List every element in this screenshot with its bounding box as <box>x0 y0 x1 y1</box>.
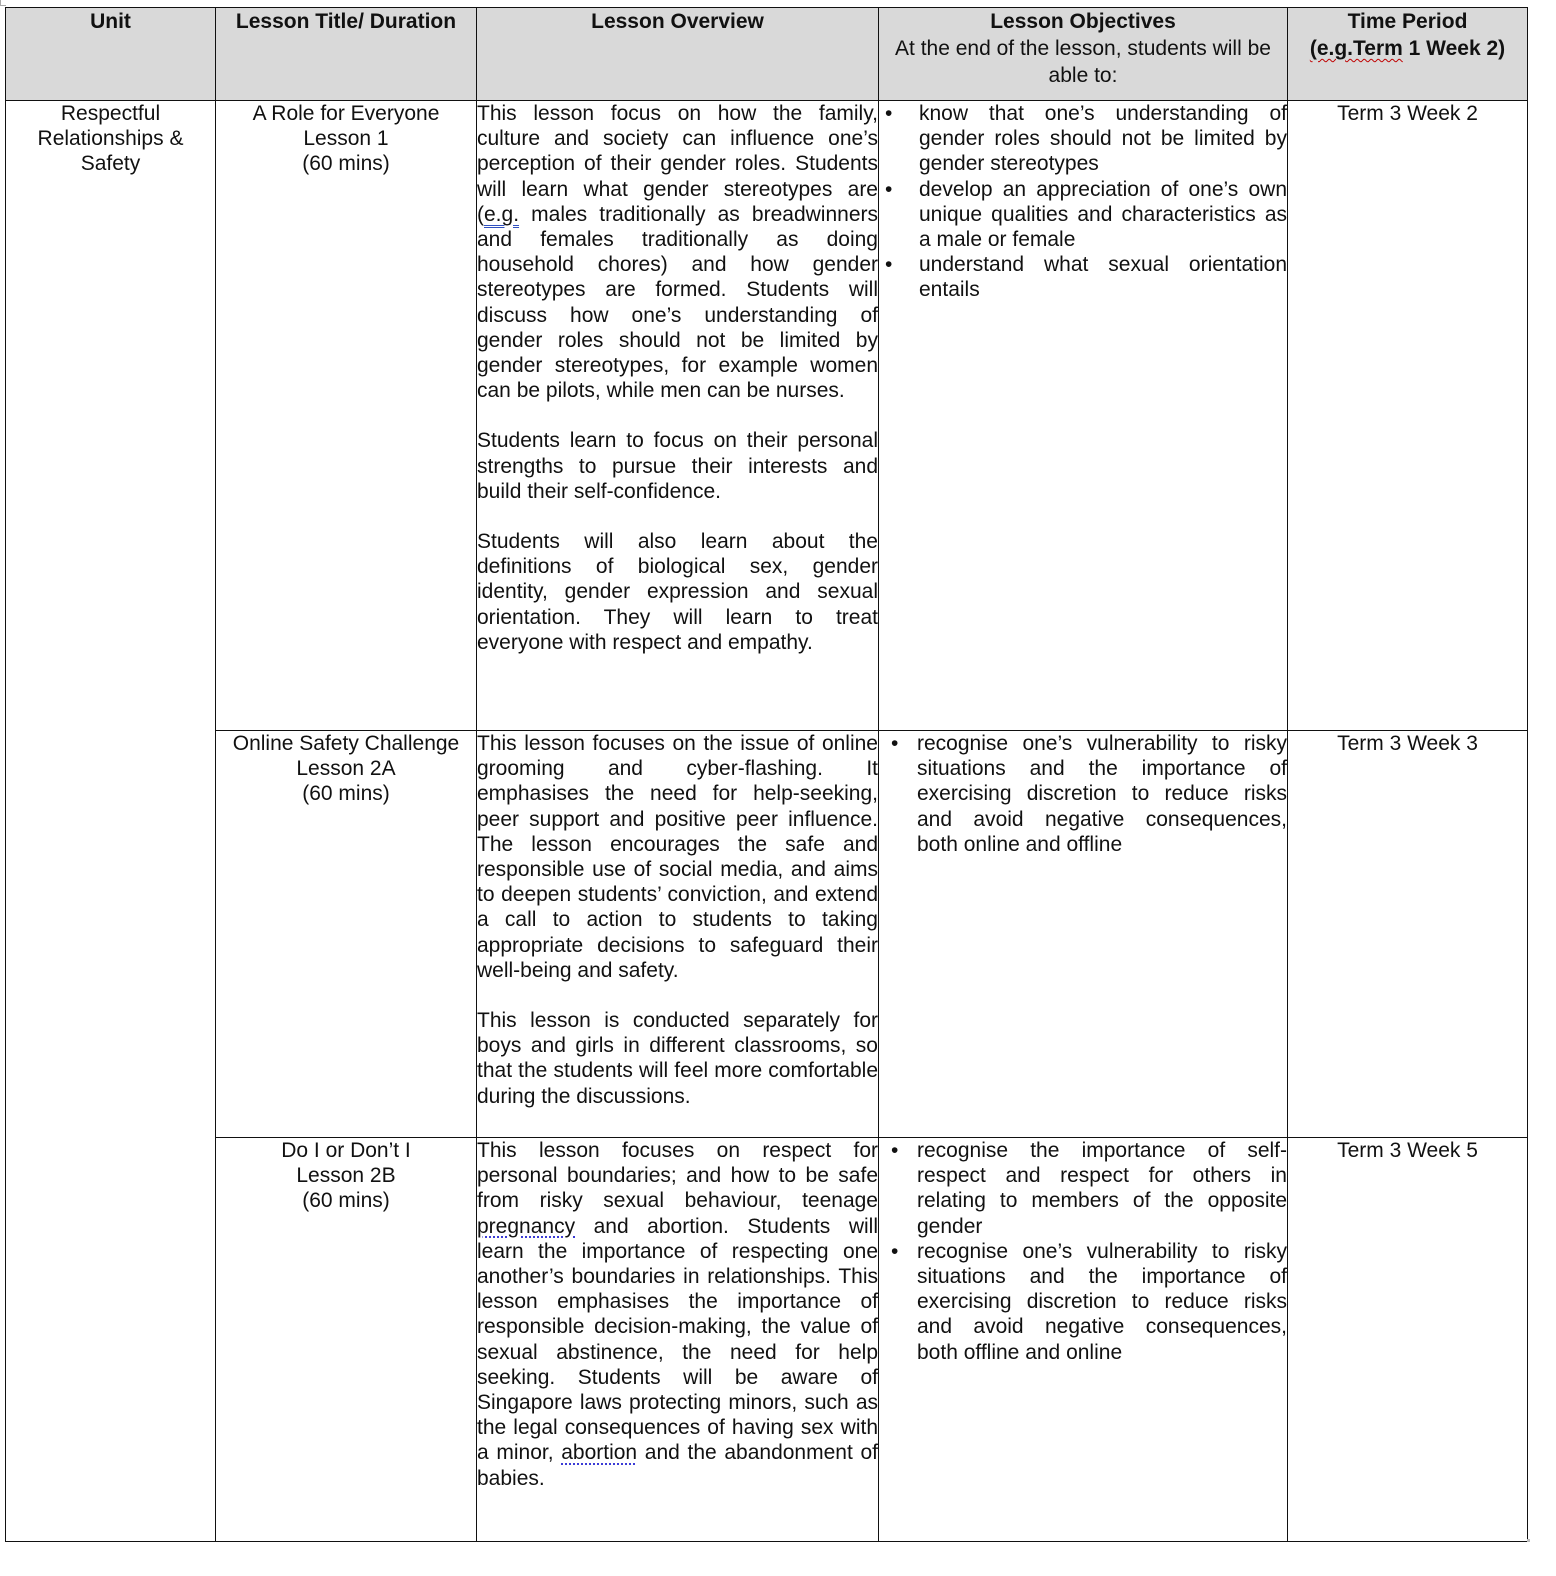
lesson-objectives-cell <box>879 1138 1288 1542</box>
objectives-list <box>879 101 1287 303</box>
table-header-row <box>6 8 1528 101</box>
lesson-duration: (60 mins) <box>302 1189 390 1212</box>
lesson-overview-cell <box>477 101 879 731</box>
objective-item: • develop an appreciation of one’s own unique qualities and characteristics as a male or female <box>885 177 1287 252</box>
overview-paragraph: This lesson focus on how the family, culture and society can influence one’s perception of their gender roles. Students will learn what gender stereotypes are (e.g. males traditionally as breadwinners and females traditionally as doing household chores) and how gender stereotypes are formed. Students will discuss how one’s understanding of gender roles should not be limited by gender stereotypes, for example women can be pilots, while men can be nurses. <box>477 102 878 403</box>
objectives-list <box>879 731 1287 857</box>
header-objectives-sub: At the end of the lesson, students will be able to: <box>895 37 1271 87</box>
header-time-period <box>1288 8 1528 101</box>
lesson-overview-cell <box>477 1138 879 1542</box>
bullet-icon: • <box>891 732 899 755</box>
header-overview: Lesson Overview <box>477 8 879 101</box>
overview-paragraph: Students learn to focus on their personal strengths to pursue their interests and build their self-confidence. <box>477 429 878 503</box>
overview-paragraph: This lesson focuses on the issue of online grooming and cyber-flashing. It emphasises the need for help-seeking, peer support and positive peer influence. The lesson encourages the safe and responsible use of social media, and aims to deepen students’ conviction, and extend a call to action to students to taking appropriate decisions to safeguard their well-being and safety. <box>477 732 878 982</box>
lesson-title: Do I or Don’t I <box>281 1139 411 1162</box>
objective-item: • understand what sexual orientation entails <box>885 253 1287 302</box>
objective-item: • recognise one’s vulnerability to risky situations and the importance of exercising discretion to reduce risks and avoid negative consequences, both online and offline <box>891 732 1287 856</box>
page-corner-mark <box>0 0 6 6</box>
lesson-objectives-cell <box>879 731 1288 1138</box>
lesson-title: Online Safety Challenge <box>232 732 460 755</box>
lesson-duration: (60 mins) <box>302 152 390 175</box>
table-row <box>6 1138 1528 1542</box>
bullet-icon: • <box>885 177 893 201</box>
objective-item: • recognise one’s vulnerability to risky situations and the importance of exercising discretion to reduce risks and avoid negative consequences, both offline and online <box>891 1239 1287 1364</box>
header-time-period-example: (e.g.Term 1 Week 2) <box>1309 37 1506 60</box>
spellcheck-flag[interactable]: abortion <box>561 1441 638 1465</box>
lesson-title-cell <box>216 1138 477 1542</box>
bullet-icon: • <box>885 253 893 277</box>
objective-item: • know that one’s understanding of gender roles should not be limited by gender stereotypes <box>885 102 1287 176</box>
header-objectives <box>879 8 1288 101</box>
objective-item: • recognise the importance of self-respect and respect for others in relating to members of the opposite gender <box>891 1139 1287 1238</box>
table-row <box>6 101 1528 731</box>
lesson-plan-table <box>5 7 1528 1542</box>
overview-paragraph: This lesson is conducted separately for boys and girls in different classrooms, so that the students will feel more comfortable during the discussions. <box>477 1009 878 1108</box>
time-period-cell: Term 3 Week 2 <box>1288 101 1528 731</box>
lesson-title-cell <box>216 101 477 731</box>
header-lesson-title: Lesson Title/ Duration <box>216 8 477 101</box>
lesson-objectives-cell <box>879 101 1288 731</box>
time-period-cell: Term 3 Week 5 <box>1288 1138 1528 1542</box>
header-unit: Unit <box>6 8 216 101</box>
header-time-period-label: Time Period <box>1347 10 1468 33</box>
grammar-flag[interactable]: e.g. <box>484 202 520 226</box>
bullet-icon: • <box>891 1139 899 1162</box>
unit-cell: Respectful Relationships & Safety <box>6 101 216 1542</box>
time-period-cell: Term 3 Week 3 <box>1288 731 1528 1138</box>
objectives-list <box>879 1138 1287 1365</box>
lesson-title: A Role for Everyone <box>252 102 440 125</box>
lesson-number: Lesson 2A <box>296 757 396 780</box>
lesson-number: Lesson 2B <box>296 1164 396 1187</box>
overview-paragraph: Students will also learn about the definitions of biological sex, gender identity, gender expression and sexual orientation. They will learn to treat everyone with respect and empathy. <box>477 530 878 654</box>
bullet-icon: • <box>891 1239 899 1263</box>
bullet-icon: • <box>885 102 893 125</box>
header-objectives-label: Lesson Objectives <box>990 10 1176 33</box>
table-resize-handle[interactable] <box>1527 1539 1530 1542</box>
lesson-title-cell <box>216 731 477 1138</box>
spellcheck-flag[interactable]: (e.g.Term <box>1309 37 1403 60</box>
lesson-overview-cell <box>477 731 879 1138</box>
lesson-duration: (60 mins) <box>302 782 390 805</box>
overview-paragraph: This lesson focuses on respect for personal boundaries; and how to be safe from risky sexual behaviour, teenage pregnancy and abortion. Students will learn the importance of respecting one another’s boundaries in relationships. This lesson emphasises the importance of responsible decision-making, the value of sexual abstinence, the need for help seeking. Students will be aware of Singapore laws protecting minors, such as the legal consequences of having sex with a minor, abortion and the abandonment of babies. <box>477 1139 878 1490</box>
spellcheck-flag[interactable]: pregnancy <box>477 1214 576 1238</box>
lesson-number: Lesson 1 <box>303 127 389 150</box>
table-row <box>6 731 1528 1138</box>
